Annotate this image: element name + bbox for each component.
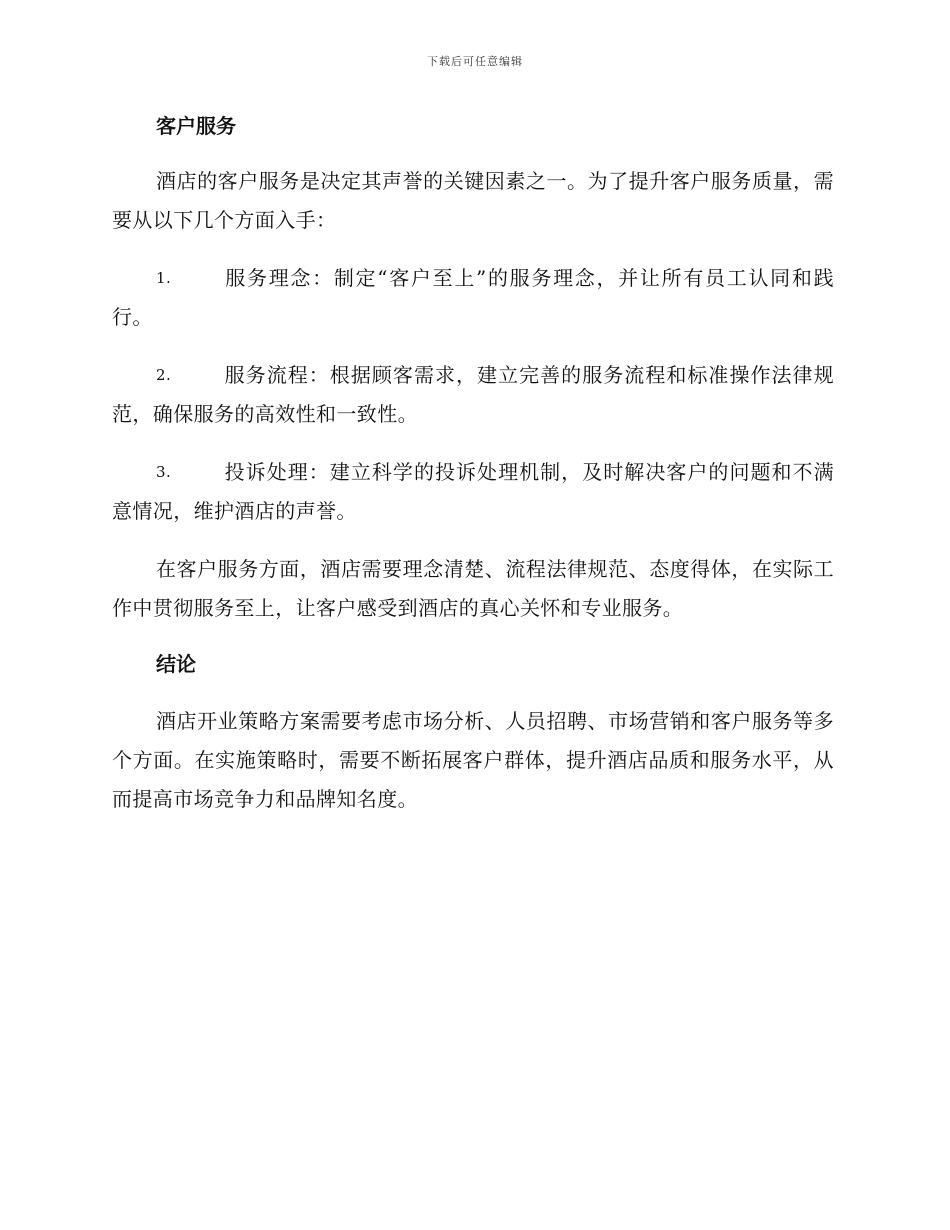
list-item-text: 服务流程：根据顾客需求，建立完善的服务流程和标准操作法律规范，确保服务的高效性和一致性。	[112, 363, 834, 426]
list-item-text: 投诉处理：建立科学的投诉处理机制，及时解决客户的问题和不满意情况，维护酒店的声誉。	[112, 460, 834, 523]
list-item	[112, 356, 834, 434]
page-header: 下载后可任意编辑	[427, 55, 523, 68]
list-item-number: 2.	[156, 366, 172, 384]
customer-service-summary: 在客户服务方面，酒店需要理念清楚、流程法律规范、态度得体，在实际工作中贯彻服务至上，让客户感受到酒店的真心关怀和专业服务。	[112, 557, 834, 620]
list-item	[112, 259, 834, 337]
list-item	[112, 453, 834, 531]
list-item-text: 服务理念：制定“客户至上”的服务理念，并让所有员工认同和践行。	[112, 266, 834, 329]
conclusion-text: 酒店开业策略方案需要考虑市场分析、人员招聘、市场营销和客户服务等多个方面。在实施策略时，需要不断拓展客户群体，提升酒店品质和服务水平，从而提高市场竞争力和品牌知名度。	[112, 709, 834, 811]
list-item-number: 1.	[156, 269, 172, 287]
section-heading-conclusion: 结论	[156, 652, 196, 676]
section-heading-customer-service: 客户服务	[156, 114, 236, 138]
document-body	[112, 108, 834, 819]
list-item-number: 3.	[156, 463, 172, 481]
customer-service-intro: 酒店的客户服务是决定其声誉的关键因素之一。为了提升客户服务质量，需要从以下几个方面入手：	[112, 169, 834, 232]
